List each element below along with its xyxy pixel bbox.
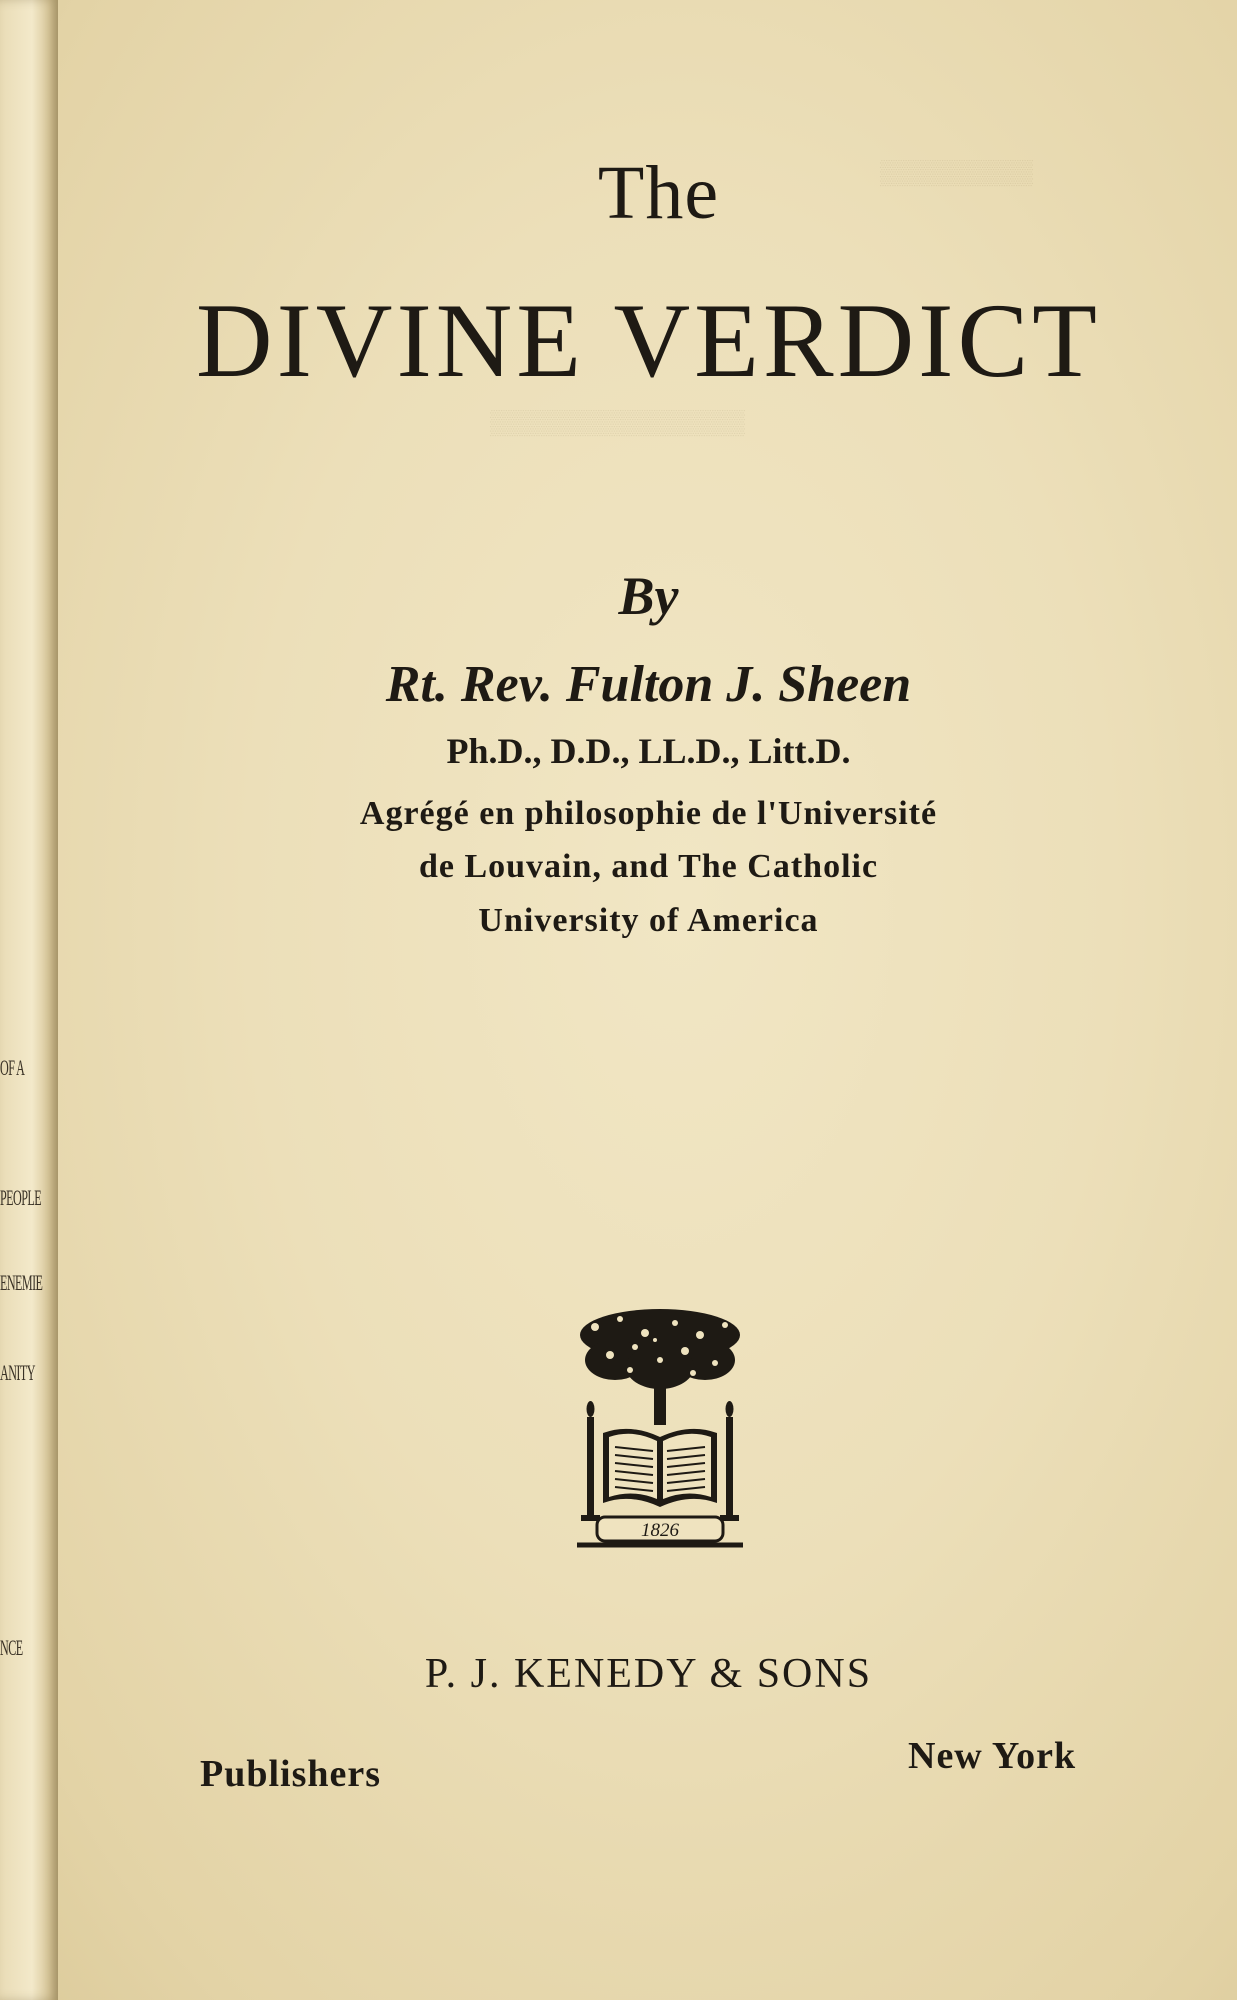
publisher-city: New York [908, 1735, 1077, 1777]
spine-fragment: OF A [0, 1055, 25, 1080]
show-through-text: ▒▒▒▒▒▒▒▒▒▒▒▒▒▒▒ [490, 410, 746, 436]
author-name: Rt. Rev. Fulton J. Sheen [385, 656, 912, 713]
publisher-emblem-icon [575, 1305, 745, 1550]
emblem-year: 1826 [641, 1520, 679, 1541]
spine-fragment: PEOPLE [0, 1185, 42, 1210]
publishers-label: Publishers [200, 1753, 382, 1795]
show-through-text: ▒▒▒▒▒▒▒▒▒ [880, 160, 1034, 186]
spine-fragment: ANITY [0, 1360, 35, 1385]
spine-fragment: ENEMIE [0, 1270, 43, 1295]
title-article: The [597, 151, 720, 235]
spine-fragment: NCE [0, 1635, 23, 1660]
book-title: DIVINE VERDICT [196, 282, 1101, 399]
author-affiliation-line: de Louvain, and The Catholic [418, 848, 879, 885]
author-affiliation-line: Agrégé en philosophie de l'Université [359, 795, 938, 832]
publisher-name: P. J. KENEDY & SONS [424, 1651, 873, 1697]
author-affiliation-line: University of America [478, 902, 819, 939]
byline-by: By [618, 566, 679, 626]
author-degrees: Ph.D., D.D., LL.D., Litt.D. [446, 731, 851, 771]
